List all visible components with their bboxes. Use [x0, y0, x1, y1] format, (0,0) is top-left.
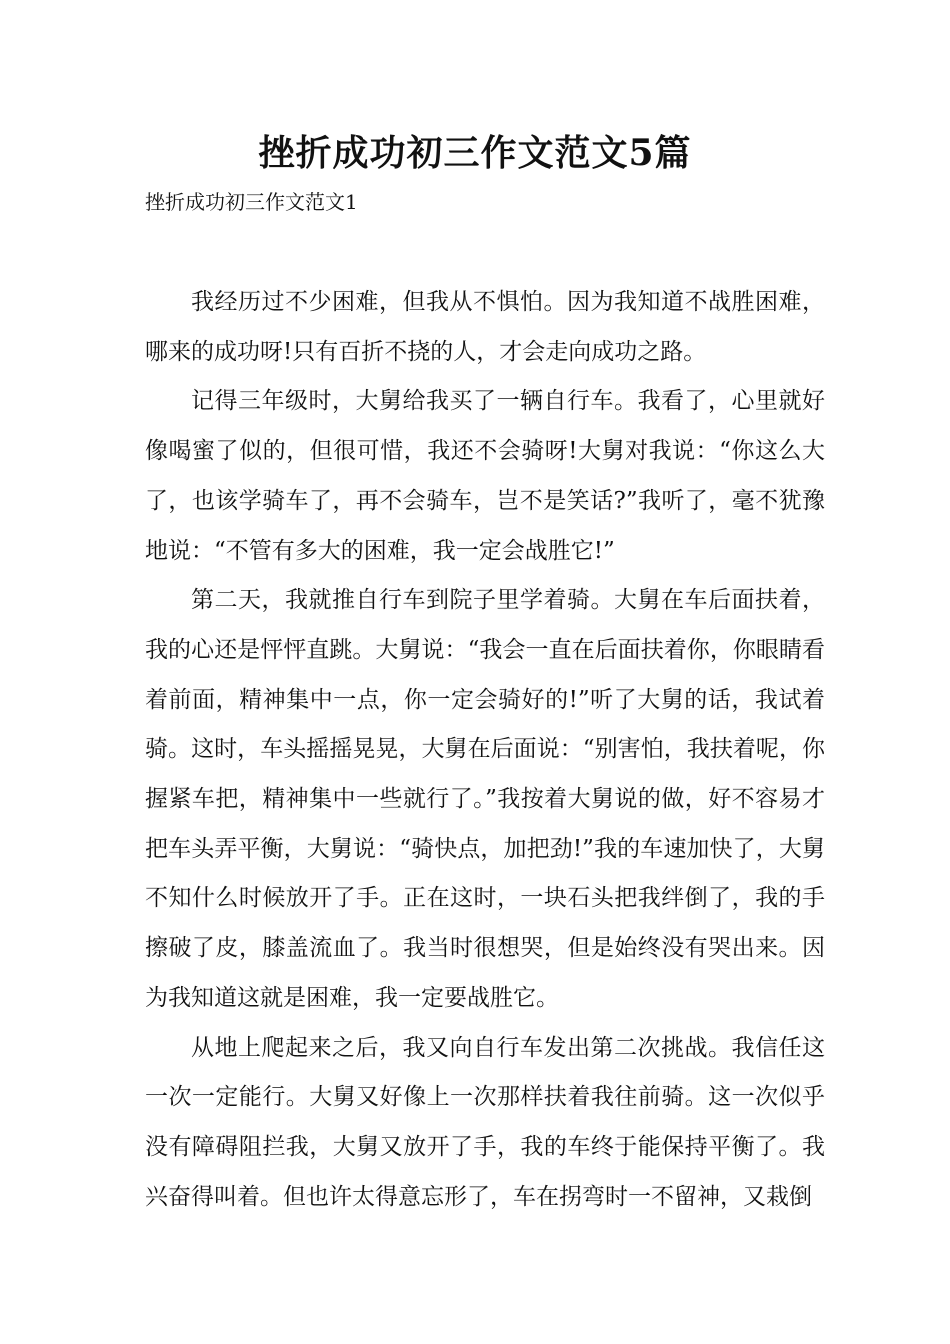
paragraph-3: 第二天，我就推自行车到院子里学着骑。大舅在车后面扶着，我的心还是怦怦直跳。大舅说：“我会一直在后面扶着你，你眼睛看着前面，精神集中一点，你一定会骑好的!”听了大舅的话，我试着骑。这时，车头摇摇晃晃，大舅在后面说：“别害怕，我扶着呢，你握紧车把，精神集中一些就行了。”我按着大舅说的做，好不容易才把车头弄平衡，大舅说：“骑快点，加把劲!”我的车速加快了，大舅不知什么时候放开了手。正在这时，一块石头把我绊倒了，我的手擦破了皮，膝盖流血了。我当时很想哭，但是始终没有哭出来。因为我知道这就是困难，我一定要战胜它。: [145, 587, 825, 1011]
paragraph-2: 记得三年级时，大舅给我买了一辆自行车。我看了，心里就好像喝蜜了似的，但很可惜，我还不会骑呀!大舅对我说：“你这么大了，也该学骑车了，再不会骑车，岂不是笑话?”我听了，毫不犹豫地说：“不管有多大的困难，我一定会战胜它!”: [145, 388, 825, 564]
paragraph-4: 从地上爬起来之后，我又向自行车发出第二次挑战。我信任这一次一定能行。大舅又好像上一次那样扶着我往前骑。这一次似乎没有障碍阻拦我，大舅又放开了手，我的车终于能保持平衡了。我兴奋得叫着。但也许太得意忘形了，车在拐弯时一不留神，又栽倒: [145, 1034, 825, 1210]
essay-body: [145, 278, 825, 1222]
paragraph-1: 我经历过不少困难，但我从不惧怕。因为我知道不战胜困难，哪来的成功呀!只有百折不挠的人，才会走向成功之路。: [145, 289, 825, 365]
section-subtitle: 挫折成功初三作文范文1: [145, 190, 358, 214]
document-title: 挫折成功初三作文范文5篇: [258, 132, 692, 174]
